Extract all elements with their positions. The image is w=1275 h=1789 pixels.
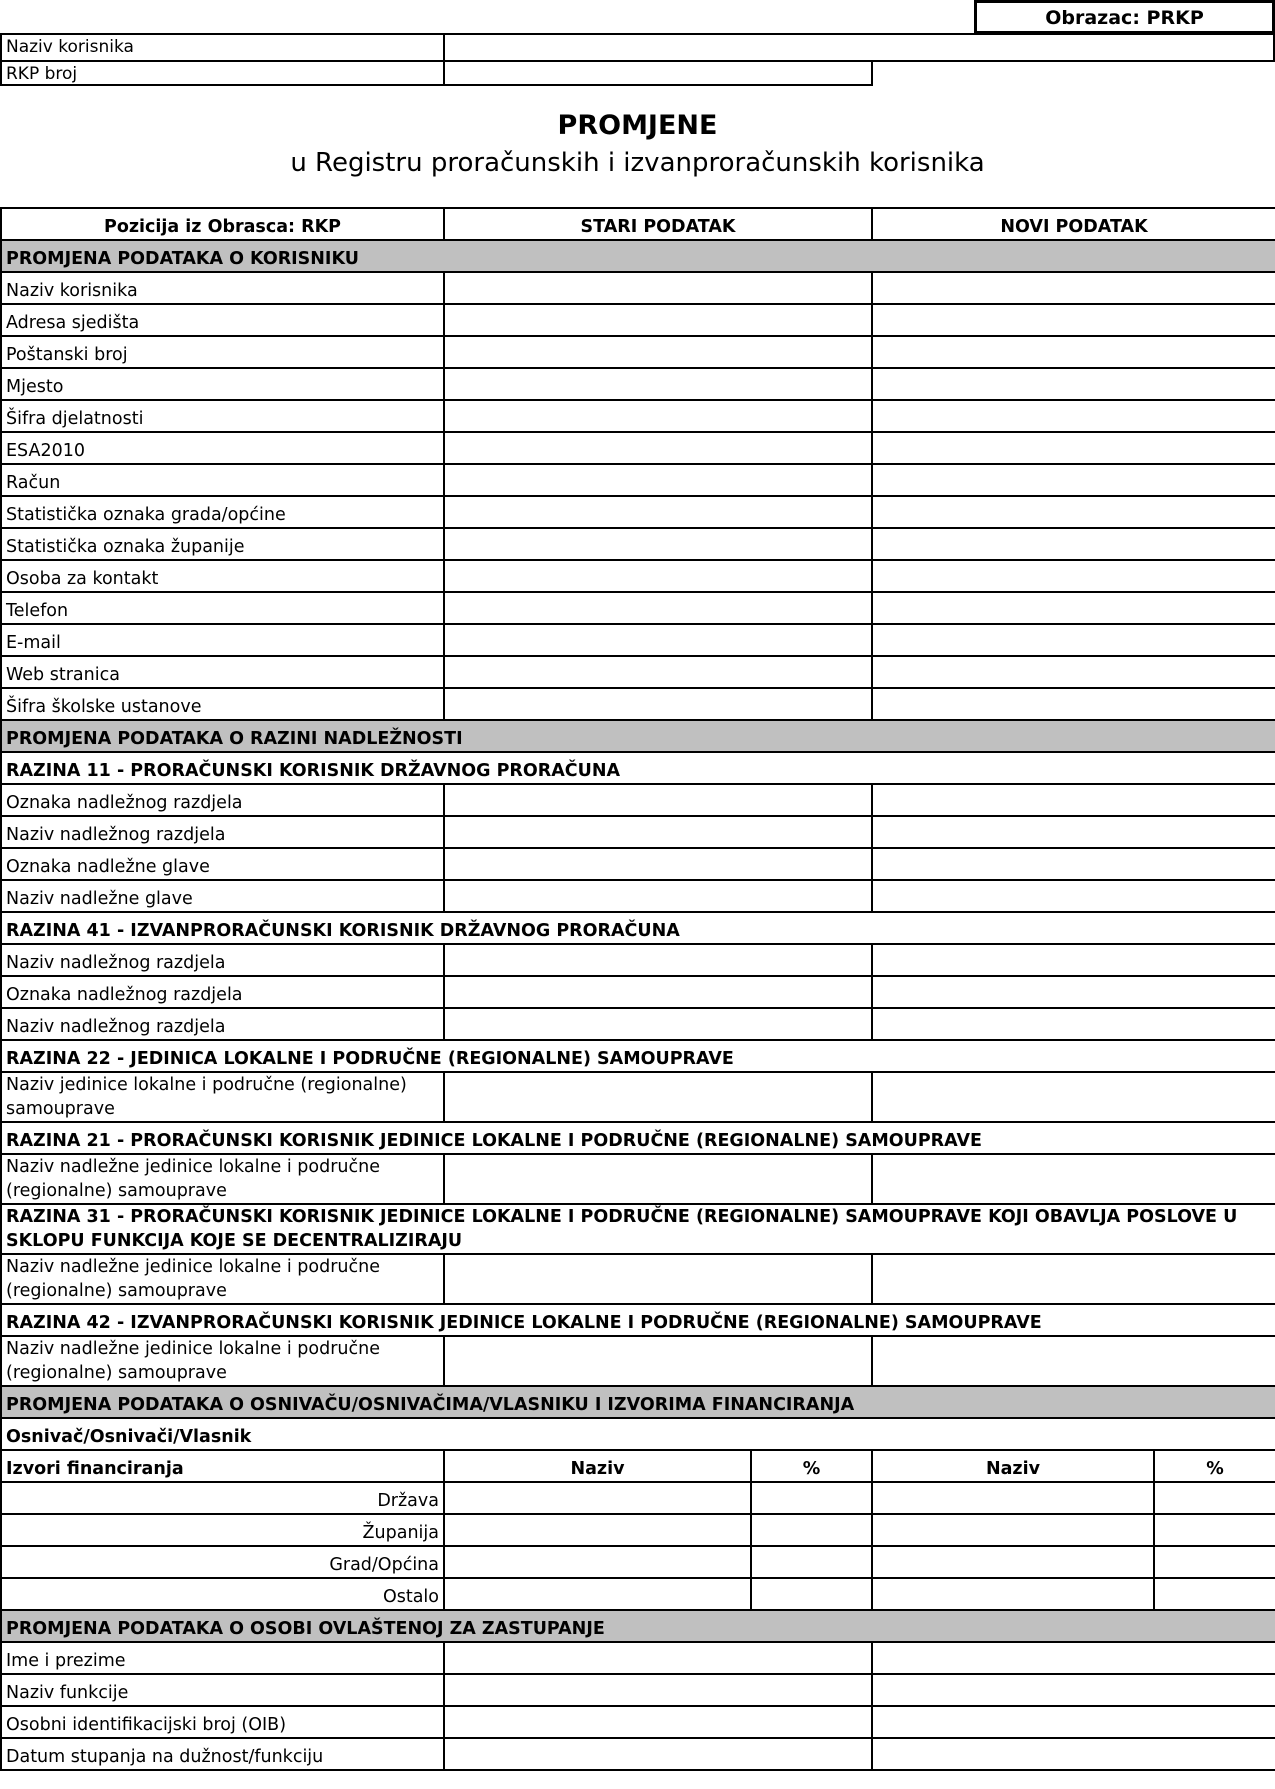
new-value-field[interactable] bbox=[872, 432, 1275, 464]
subsection-r42 bbox=[1, 1304, 1275, 1336]
column-header-position: Pozicija iz Obrasca: RKP bbox=[1, 208, 444, 240]
table-row bbox=[1, 464, 1275, 496]
table-row bbox=[1, 272, 1275, 304]
row-label: ESA2010 bbox=[1, 432, 444, 464]
section-osnivac-title: PROMJENA PODATAKA O OSNIVAČU/OSNIVAČIMA/VLASNIKU I IZVORIMA FINANCIRANJA bbox=[1, 1386, 1275, 1418]
old-value-field[interactable] bbox=[444, 1336, 872, 1386]
old-value-field[interactable] bbox=[444, 1072, 872, 1122]
row-label: Mjesto bbox=[1, 368, 444, 400]
old-value-field[interactable] bbox=[444, 1674, 872, 1706]
old-pct-field[interactable] bbox=[751, 1546, 872, 1578]
row-label: Statistička oznaka županije bbox=[1, 528, 444, 560]
new-value-field[interactable] bbox=[872, 1706, 1275, 1738]
new-value-field[interactable] bbox=[872, 976, 1275, 1008]
row-label: Oznaka nadležnog razdjela bbox=[1, 784, 444, 816]
subsection-r41-title: RAZINA 41 - IZVANPRORAČUNSKI KORISNIK DRŽAVNOG PRORAČUNA bbox=[1, 912, 1275, 944]
funding-row bbox=[1, 1482, 1275, 1514]
new-value-field[interactable] bbox=[872, 304, 1275, 336]
funding-source-label: Županija bbox=[1, 1514, 444, 1546]
new-pct-field[interactable] bbox=[1154, 1514, 1275, 1546]
column-header-old: STARI PODATAK bbox=[444, 208, 872, 240]
old-value-field[interactable] bbox=[444, 624, 872, 656]
table-row bbox=[1, 1674, 1275, 1706]
table-row bbox=[1, 560, 1275, 592]
header-label-naziv: Naziv korisnika bbox=[0, 33, 445, 62]
table-row bbox=[1, 1254, 1275, 1304]
table-row bbox=[1, 880, 1275, 912]
new-value-field[interactable] bbox=[872, 1154, 1275, 1204]
funding-source-label: Grad/Općina bbox=[1, 1546, 444, 1578]
row-label: Poštanski broj bbox=[1, 336, 444, 368]
old-value-field[interactable] bbox=[444, 592, 872, 624]
new-value-field[interactable] bbox=[872, 592, 1275, 624]
funding-source-label: Država bbox=[1, 1482, 444, 1514]
section-korisnik bbox=[1, 240, 1275, 272]
new-pct-field[interactable] bbox=[1154, 1578, 1275, 1610]
section-korisnik-title: PROMJENA PODATAKA O KORISNIKU bbox=[1, 240, 1275, 272]
table-row bbox=[1, 304, 1275, 336]
row-label: Naziv nadležne glave bbox=[1, 880, 444, 912]
funding-header-row bbox=[1, 1450, 1275, 1482]
old-name-field[interactable] bbox=[444, 1482, 751, 1514]
new-value-field[interactable] bbox=[872, 784, 1275, 816]
new-value-field[interactable] bbox=[872, 560, 1275, 592]
row-label: Naziv nadležne jedinice lokalne i područne (regionalne) samouprave bbox=[1, 1254, 444, 1304]
row-label: E-mail bbox=[1, 624, 444, 656]
new-value-field[interactable] bbox=[872, 656, 1275, 688]
row-label: Oznaka nadležnog razdjela bbox=[1, 976, 444, 1008]
table-row bbox=[1, 688, 1275, 720]
old-name-field[interactable] bbox=[444, 1514, 751, 1546]
new-value-field[interactable] bbox=[872, 272, 1275, 304]
section-osnivac bbox=[1, 1386, 1275, 1418]
row-label: Naziv nadležnog razdjela bbox=[1, 816, 444, 848]
column-header-row bbox=[1, 208, 1275, 240]
sources-label: Izvori financiranja bbox=[1, 1450, 444, 1482]
new-value-field[interactable] bbox=[872, 688, 1275, 720]
row-label: Telefon bbox=[1, 592, 444, 624]
old-value-field[interactable] bbox=[444, 976, 872, 1008]
old-pct-field[interactable] bbox=[751, 1482, 872, 1514]
old-value-field[interactable] bbox=[444, 272, 872, 304]
old-value-field[interactable] bbox=[444, 304, 872, 336]
form-code-badge: Obrazac: PRKP bbox=[974, 0, 1275, 34]
column-header-new: NOVI PODATAK bbox=[872, 208, 1275, 240]
old-value-field[interactable] bbox=[444, 848, 872, 880]
old-value-field[interactable] bbox=[444, 368, 872, 400]
table-row bbox=[1, 1642, 1275, 1674]
table-row bbox=[1, 528, 1275, 560]
subsection-r22 bbox=[1, 1040, 1275, 1072]
table-row bbox=[1, 336, 1275, 368]
header-input-naziv[interactable] bbox=[443, 33, 1275, 62]
old-value-field[interactable] bbox=[444, 944, 872, 976]
subsection-r21 bbox=[1, 1122, 1275, 1154]
row-label: Naziv nadležnog razdjela bbox=[1, 1008, 444, 1040]
old-value-field[interactable] bbox=[444, 432, 872, 464]
row-label: Adresa sjedišta bbox=[1, 304, 444, 336]
row-label: Ime i prezime bbox=[1, 1642, 444, 1674]
new-value-field[interactable] bbox=[872, 1738, 1275, 1770]
row-label: Naziv nadležne jedinice lokalne i područne (regionalne) samouprave bbox=[1, 1336, 444, 1386]
section-razina-title: PROMJENA PODATAKA O RAZINI NADLEŽNOSTI bbox=[1, 720, 1275, 752]
row-label: Šifra školske ustanove bbox=[1, 688, 444, 720]
old-value-field[interactable] bbox=[444, 656, 872, 688]
owner-label bbox=[1, 1418, 1275, 1450]
new-value-field[interactable] bbox=[872, 400, 1275, 432]
table-row bbox=[1, 1738, 1275, 1770]
funding-row bbox=[1, 1578, 1275, 1610]
row-label: Datum stupanja na dužnost/funkciju bbox=[1, 1738, 444, 1770]
subsection-r31-title: RAZINA 31 - PRORAČUNSKI KORISNIK JEDINICE LOKALNE I PODRUČNE (REGIONALNE) SAMOUPRAVE KOJI OBAVLJA POSLOVE U SKLOPU FUNKCIJA KOJE SE DECENTRALIZIRAJU bbox=[1, 1204, 1275, 1254]
new-pct-field[interactable] bbox=[1154, 1482, 1275, 1514]
row-label: Naziv jedinice lokalne i područne (regionalne) samouprave bbox=[1, 1072, 444, 1122]
new-value-field[interactable] bbox=[872, 880, 1275, 912]
new-value-field[interactable] bbox=[872, 464, 1275, 496]
old-value-field[interactable] bbox=[444, 1706, 872, 1738]
new-value-field[interactable] bbox=[872, 528, 1275, 560]
page-subtitle: u Registru proračunskih i izvanproračunskih korisnika bbox=[290, 148, 985, 178]
row-label: Statistička oznaka grada/općine bbox=[1, 496, 444, 528]
subsection-r31 bbox=[1, 1204, 1275, 1254]
table-row bbox=[1, 496, 1275, 528]
section-razina bbox=[1, 720, 1275, 752]
old-value-field[interactable] bbox=[444, 464, 872, 496]
row-label: Naziv nadležne jedinice lokalne i područne (regionalne) samouprave bbox=[1, 1154, 444, 1204]
new-value-field[interactable] bbox=[872, 1674, 1275, 1706]
funding-row bbox=[1, 1546, 1275, 1578]
old-pct-field[interactable] bbox=[751, 1514, 872, 1546]
row-label: Osobni identifikacijski broj (OIB) bbox=[1, 1706, 444, 1738]
table-row bbox=[1, 1336, 1275, 1386]
header-label-rkp: RKP broj bbox=[0, 60, 445, 86]
old-value-field[interactable] bbox=[444, 560, 872, 592]
new-value-field[interactable] bbox=[872, 944, 1275, 976]
row-label: Naziv nadležnog razdjela bbox=[1, 944, 444, 976]
table-row bbox=[1, 816, 1275, 848]
old-name-header: Naziv bbox=[444, 1450, 751, 1482]
table-row bbox=[1, 368, 1275, 400]
new-value-field[interactable] bbox=[872, 624, 1275, 656]
changes-table bbox=[0, 207, 1275, 1771]
table-row bbox=[1, 976, 1275, 1008]
row-label: Račun bbox=[1, 464, 444, 496]
old-value-field[interactable] bbox=[444, 1254, 872, 1304]
table-row bbox=[1, 400, 1275, 432]
new-name-field[interactable] bbox=[872, 1578, 1154, 1610]
new-value-field[interactable] bbox=[872, 1642, 1275, 1674]
new-name-field[interactable] bbox=[872, 1482, 1154, 1514]
page-title: PROMJENE bbox=[557, 110, 718, 141]
old-value-field[interactable] bbox=[444, 1008, 872, 1040]
old-value-field[interactable] bbox=[444, 400, 872, 432]
new-value-field[interactable] bbox=[872, 368, 1275, 400]
table-row bbox=[1, 432, 1275, 464]
row-label: Naziv korisnika bbox=[1, 272, 444, 304]
subsection-r11-title: RAZINA 11 - PRORAČUNSKI KORISNIK DRŽAVNOG PRORAČUNA bbox=[1, 752, 1275, 784]
old-value-field[interactable] bbox=[444, 784, 872, 816]
new-value-field[interactable] bbox=[872, 1008, 1275, 1040]
new-value-field[interactable] bbox=[872, 1072, 1275, 1122]
table-row bbox=[1, 624, 1275, 656]
old-value-field[interactable] bbox=[444, 496, 872, 528]
new-name-field[interactable] bbox=[872, 1514, 1154, 1546]
old-value-field[interactable] bbox=[444, 816, 872, 848]
new-value-field[interactable] bbox=[872, 496, 1275, 528]
old-value-field[interactable] bbox=[444, 1154, 872, 1204]
header-input-rkp[interactable] bbox=[443, 60, 873, 86]
new-name-header: Naziv bbox=[872, 1450, 1154, 1482]
table-row bbox=[1, 848, 1275, 880]
new-name-field[interactable] bbox=[872, 1546, 1154, 1578]
subsection-r22-title: RAZINA 22 - JEDINICA LOKALNE I PODRUČNE (REGIONALNE) SAMOUPRAVE bbox=[1, 1040, 1275, 1072]
subsection-r11 bbox=[1, 752, 1275, 784]
old-pct-header: % bbox=[751, 1450, 872, 1482]
new-value-field[interactable] bbox=[872, 816, 1275, 848]
old-value-field[interactable] bbox=[444, 1642, 872, 1674]
funding-source-label: Ostalo bbox=[1, 1578, 444, 1610]
table-row bbox=[1, 1154, 1275, 1204]
old-pct-field[interactable] bbox=[751, 1578, 872, 1610]
old-name-field[interactable] bbox=[444, 1546, 751, 1578]
old-name-field[interactable] bbox=[444, 1578, 751, 1610]
old-value-field[interactable] bbox=[444, 880, 872, 912]
row-label: Osoba za kontakt bbox=[1, 560, 444, 592]
owner-label-title: Osnivač/Osnivači/Vlasnik bbox=[1, 1418, 1275, 1450]
table-row bbox=[1, 784, 1275, 816]
subsection-r42-title: RAZINA 42 - IZVANPRORAČUNSKI KORISNIK JEDINICE LOKALNE I PODRUČNE (REGIONALNE) SAMOUPRAVE bbox=[1, 1304, 1275, 1336]
table-row bbox=[1, 592, 1275, 624]
section-osoba bbox=[1, 1610, 1275, 1642]
row-label: Šifra djelatnosti bbox=[1, 400, 444, 432]
new-value-field[interactable] bbox=[872, 848, 1275, 880]
table-row bbox=[1, 656, 1275, 688]
subsection-r21-title: RAZINA 21 - PRORAČUNSKI KORISNIK JEDINICE LOKALNE I PODRUČNE (REGIONALNE) SAMOUPRAVE bbox=[1, 1122, 1275, 1154]
new-pct-header: % bbox=[1154, 1450, 1275, 1482]
old-value-field[interactable] bbox=[444, 688, 872, 720]
old-value-field[interactable] bbox=[444, 336, 872, 368]
table-row bbox=[1, 944, 1275, 976]
table-row bbox=[1, 1008, 1275, 1040]
row-label: Oznaka nadležne glave bbox=[1, 848, 444, 880]
subsection-r41 bbox=[1, 912, 1275, 944]
section-osoba-title: PROMJENA PODATAKA O OSOBI OVLAŠTENOJ ZA ZASTUPANJE bbox=[1, 1610, 1275, 1642]
old-value-field[interactable] bbox=[444, 528, 872, 560]
old-value-field[interactable] bbox=[444, 1738, 872, 1770]
new-pct-field[interactable] bbox=[1154, 1546, 1275, 1578]
new-value-field[interactable] bbox=[872, 1336, 1275, 1386]
row-label: Naziv funkcije bbox=[1, 1674, 444, 1706]
new-value-field[interactable] bbox=[872, 1254, 1275, 1304]
row-label: Web stranica bbox=[1, 656, 444, 688]
table-row bbox=[1, 1706, 1275, 1738]
table-row bbox=[1, 1072, 1275, 1122]
funding-row bbox=[1, 1514, 1275, 1546]
new-value-field[interactable] bbox=[872, 336, 1275, 368]
